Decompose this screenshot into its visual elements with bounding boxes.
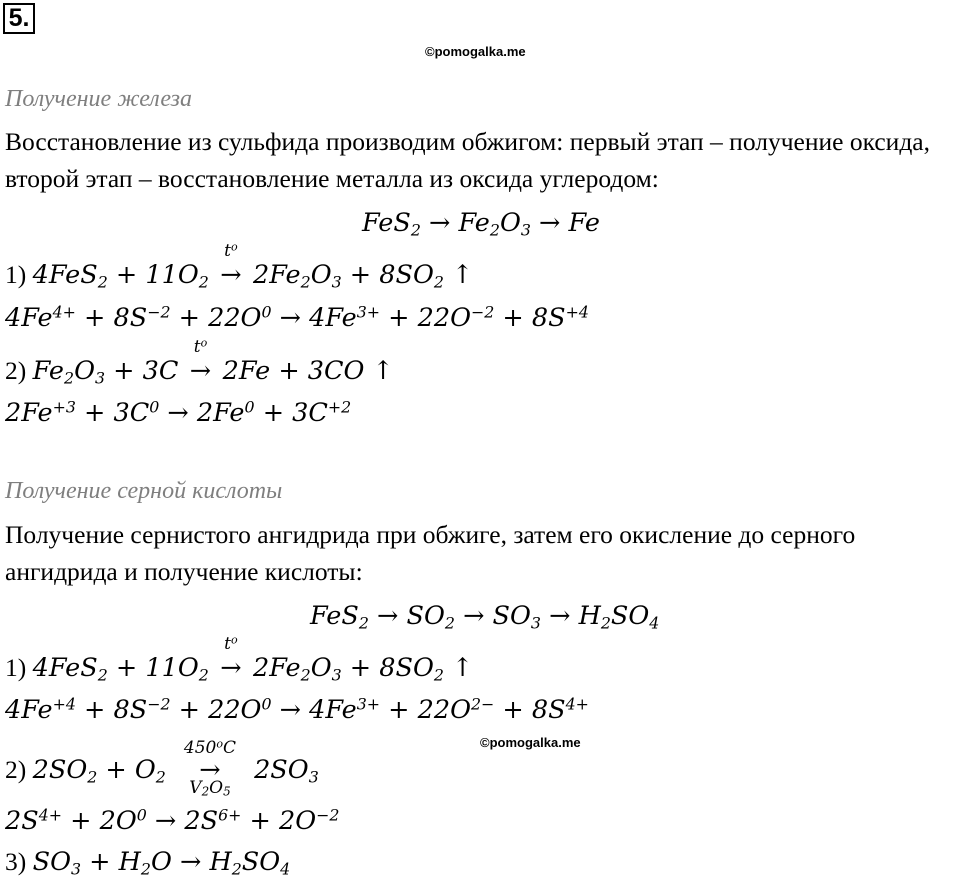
acid-heading: Получение серной кислоты [5, 478, 283, 504]
acid-step1-label: 1) [5, 653, 27, 682]
acid-eq2-redox: $2S^{4+} + 2O^0 \to 2S^{6+} + 2O^{-2}$ [5, 805, 340, 836]
acid-scheme: $FeS_2 \to SO_2 \to SO_3 \to H_2SO_4$ [310, 601, 660, 633]
iron-step2-label: 2) [5, 356, 27, 385]
iron-step1-label: 1) [5, 260, 27, 289]
watermark-mid: ©pomogalka.me [480, 735, 581, 750]
acid-step3-label: 3) [5, 847, 27, 876]
iron-eq2: 2) $Fe_2O_3 + 3C$ $t^o$ → 2Fe + 3CO ↑ [5, 336, 394, 388]
iron-scheme: $FeS_2 \to Fe_2O_3 \to Fe$ [362, 208, 600, 240]
iron-eq2-redox: $2Fe^{+3} + 3C^0 \to 2Fe^0 + 3C^{+2}$ [5, 397, 352, 428]
acid-eq2: 2) $2SO_2 + O_2$ $450^oC$ → $V_2O_5$ $2SO_3$ [5, 737, 319, 799]
iron-eq1: 1) $4FeS_2 + 11O_2$ $t^o$ → $2Fe_2O_3 + 8SO_2$ ↑ [5, 240, 474, 292]
acid-eq1-redox: $4Fe^{+4} + 8S^{-2} + 22O^0 \to 4Fe^{3+} + 22O^{2-} + 8S^{4+}$ [5, 694, 589, 725]
acid-eq1: 1) $4FeS_2 + 11O_2$ $t^o$ → $2Fe_2O_3 + 8SO_2$ ↑ [5, 633, 474, 685]
iron-heading: Получение железа [5, 86, 193, 112]
acid-paragraph: Получение сернистого ангидрида при обжиге, затем его окисление до серного ангидрида и получение кислоты: [5, 520, 856, 586]
catalyst-arrow: $450^oC$ → $V_2O_5$ [183, 737, 237, 799]
acid-step2-label: 2) [5, 755, 27, 784]
iron-eq1-redox: $4Fe^{4+} + 8S^{-2} + 22O^0 \to 4Fe^{3+} + 22O^{-2} + 8S^{+4}$ [5, 302, 589, 333]
iron-paragraph: Восстановление из сульфида производим обжигом: первый этап – получение оксида, второй этап – восстановление металла из оксида углеродом: [5, 127, 930, 193]
heat-arrow: $t^o$ → [220, 633, 242, 683]
heat-arrow: $t^o$ → [189, 336, 212, 386]
acid-eq3: 3) $SO_3 + H_2O \to H_2SO_4$ [5, 847, 291, 879]
watermark-top: ©pomogalka.me [425, 44, 526, 59]
heat-arrow: $t^o$ → [220, 240, 242, 290]
task-number: 5. [3, 3, 35, 34]
